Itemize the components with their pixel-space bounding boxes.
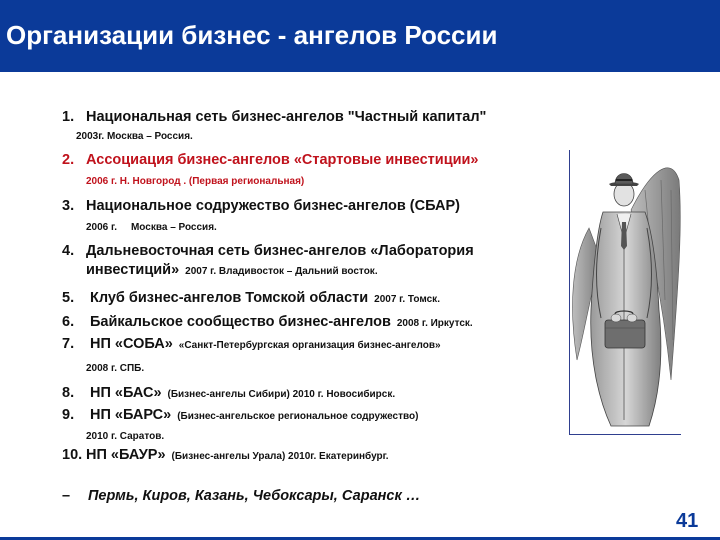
item-detail-year: 2006 г. xyxy=(86,222,117,233)
page-number: 41 xyxy=(676,510,699,532)
item-number: 8. xyxy=(62,385,75,401)
item-title: НП «БАУР» xyxy=(86,447,166,463)
list-item xyxy=(62,384,395,402)
item-title: Клуб бизнес-ангелов Томской области xyxy=(90,290,369,306)
item-note: 2007 г. Томск. xyxy=(374,294,440,305)
item-note: (Бизнес-ангелы Урала) 2010г. Екатеринбург. xyxy=(171,451,389,462)
item-title: Национальное содружество бизнес-ангелов (СБАР) xyxy=(86,198,460,214)
item-title: НП «СОБА» xyxy=(90,336,173,352)
item-title: Национальная сеть бизнес-ангелов "Частный капитал" xyxy=(86,109,487,125)
item-note: (Бизнес-ангельское региональное содружество) xyxy=(177,411,419,422)
business-angel-illustration xyxy=(571,150,683,433)
list-item xyxy=(62,109,486,142)
dash-item xyxy=(62,487,420,505)
item-number: 1. xyxy=(62,109,75,125)
list-item xyxy=(62,313,473,331)
item-title: НП «БАС» xyxy=(90,385,162,401)
item-note: 2008 г. Иркутск. xyxy=(396,318,473,329)
item-number: 5. xyxy=(62,290,75,306)
list-item xyxy=(62,198,460,233)
dash-item-text: Пермь, Киров, Казань, Чебоксары, Саранск … xyxy=(88,488,421,504)
item-note: 2007 г. Владивосток – Дальний восток. xyxy=(185,266,378,277)
list-item xyxy=(62,243,474,279)
image-frame-bottom xyxy=(569,434,681,435)
briefcase xyxy=(605,320,645,348)
item-detail: 2008 г. СПБ. xyxy=(86,363,145,374)
item-number: 6. xyxy=(62,314,75,330)
item-number: 10. xyxy=(62,447,83,463)
item-title-cont: инвестиций» xyxy=(86,262,180,278)
item-detail-city: Москва – Россия. xyxy=(130,222,217,233)
item-number: 2. xyxy=(62,152,75,168)
list-item xyxy=(62,406,418,442)
item-title: НП «БАРС» xyxy=(90,407,172,423)
item-title: Ассоциация бизнес-ангелов «Стартовые инвестиции» xyxy=(86,152,479,168)
item-note: «Санкт-Петербургская организация бизнес-ангелов» xyxy=(178,340,441,351)
item-number: 7. xyxy=(62,336,75,352)
item-detail: 2006 г. Н. Новгород . (Первая региональная) xyxy=(86,176,305,187)
item-detail: 2010 г. Саратов. xyxy=(86,431,165,442)
image-frame-left xyxy=(569,150,570,435)
list-item xyxy=(62,446,389,464)
list-item xyxy=(62,335,441,374)
item-number: 3. xyxy=(62,198,75,214)
item-number: 9. xyxy=(62,407,75,423)
slide-title: Организации бизнес - ангелов России xyxy=(6,20,498,50)
header-bar xyxy=(0,0,720,72)
item-title: Дальневосточная сеть бизнес-ангелов «Лаборатория xyxy=(86,243,474,259)
dash-marker: – xyxy=(62,488,71,504)
item-title: Байкальское сообщество бизнес-ангелов xyxy=(90,314,391,330)
item-number: 4. xyxy=(62,243,75,259)
list-item xyxy=(62,289,440,307)
item-detail: 2003г. Москва – Россия. xyxy=(76,131,193,142)
item-note: (Бизнес-ангелы Сибири) 2010 г. Новосибирск. xyxy=(167,389,396,400)
list-item xyxy=(62,152,479,187)
